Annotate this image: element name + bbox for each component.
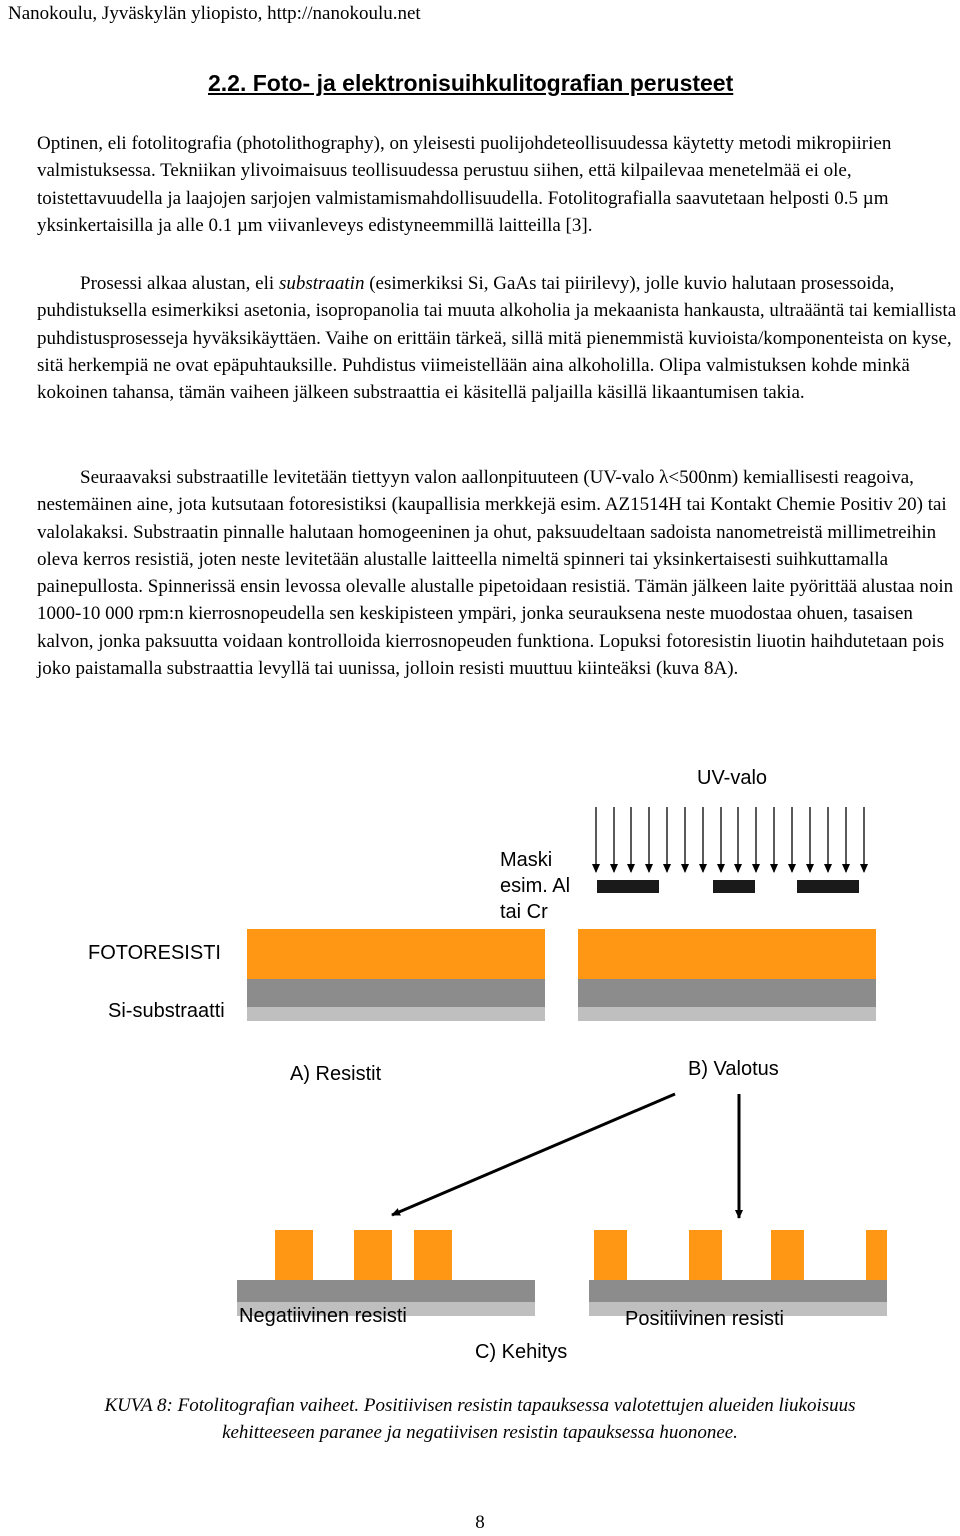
page-number: 8: [475, 1512, 485, 1533]
mask-label-line: esim. Al: [500, 875, 571, 897]
paragraph-resist: [37, 464, 959, 682]
paragraph-1: Optinen, eli fotolitografia (photolithography), on yleisesti puolijohdeteollisuudessa käytetty metodi mikropiirien valmistuksessa. Tekniikan ylivoimaisuus teollisuudessa perustuu siihen, että kilpailevaa menetelmää ei ole, toistettavuudella ja laajojen sarjojen valmistamismahdollisuudella. Fotolitografialla saavutetaan helposti 0.5 µm yksinkertaisilla ja alle 0.1 µm viivanleveys edistyneemmillä laitteilla [3].: [37, 133, 892, 236]
arrow-to-negative: [392, 1094, 675, 1215]
mask-piece: [597, 880, 659, 893]
page-header: Nanokoulu, Jyväskylän yliopisto, http://nanokoulu.net: [8, 3, 421, 24]
substrate-layer: [237, 1280, 535, 1302]
uv-light-label: UV-valo: [697, 767, 768, 789]
negative-resist-label: Negatiivinen resisti: [239, 1305, 407, 1327]
paragraph-3: Seuraavaksi substraatille levitetään tiettyyn valon aallonpituuteen (UV-valo λ<500nm) kemiallisesti reagoiva, nestemäinen aine, jota kutsutaan fotoresistiksi (kaupallisia merkkejä esim. AZ1514H tai Kontakt Chemie Positiv 20) tai valolakaksi. Substraatin pinnalle halutaan homogeeninen ja ohut, paksuudeltaan sadoista nanometreistä millimetreihin oleva kerros resistiä, joten neste levitetään alustalle laitteella nimeltä spinneri tai yksinkertaisesti suihkuttamalla painepullosta. Spinnerissä ensin levossa olevalle alustalle pipetoidaan resistiä. Tämän jälkeen laite pyörittää alustaa noin 1000-10 000 rpm:n kierrosnopeudella sen keskipisteen ympäri, jonka seurauksena neste muodostaa ohuen, tasaisen kalvon, jonka paksuutta voidaan kontrolloida kierrosnopeuden funktiona. Lopuksi fotoresistin liuotin haihdutetaan pois joko paistamalla substraattia levyllä tai uunissa, jolloin resisti muuttuu kiinteäksi (kuva 8A).: [37, 467, 954, 680]
mask-piece: [713, 880, 755, 893]
paragraph-2-end: (esimerkiksi Si, GaAs tai piirilevy), jolle kuvio halutaan prosessoida, puhdistuksella esimerkiksi asetonia, isopropanolia tai muuta alkoholia ja mekaanista hankausta, ultraääntä tai kemiallista puhdistusprosesseja hyväksikäyttäen. Vaihe on erittäin tärkeä, sillä mitä pienemmistä kuvioista/komponenteista on kyse, sitä herkempiä ne ovat epäpuhtauksille. Puhdistus viimeistellään aina alkoholilla. Olipa valmistuksen kohde minkä kokoinen tahansa, tämän vaiheen jälkeen substraattia ei käsitellä paljailla käsillä likaantumisen takia.: [37, 273, 957, 404]
caption-line-1: KUVA 8: Fotolitografian vaiheet. Positiivisen resistin tapauksessa valotettujen alueiden liukoisuus: [104, 1395, 856, 1416]
substrate-layer: [247, 979, 545, 1007]
figure-caption: [0, 1392, 960, 1446]
uv-rays: [596, 807, 864, 872]
substrate-term: substraatin: [278, 273, 365, 294]
photoresist-layer: [247, 929, 545, 979]
positive-resist-label: Positiivinen resisti: [625, 1308, 784, 1330]
lithography-figure: [0, 755, 960, 1395]
mask-label-line: tai Cr: [500, 901, 548, 923]
positive-resist-block: [771, 1230, 804, 1280]
paragraph-2-start: Prosessi alkaa alustan, eli: [80, 273, 279, 294]
paragraph-intro: [37, 130, 959, 239]
section-title: 2.2. Foto- ja elektronisuihkulitografian perusteet: [208, 70, 734, 96]
caption-line-2: kehitteeseen paranee ja negatiivisen resistin tapauksessa huononee.: [222, 1422, 738, 1443]
substrate-layer: [589, 1280, 887, 1302]
photoresist-layer: [578, 929, 876, 979]
paragraph-2: [37, 270, 959, 406]
substrate-base: [247, 1007, 545, 1021]
substrate-base: [578, 1007, 876, 1021]
negative-resist-block: [275, 1230, 313, 1280]
positive-resist-block: [689, 1230, 722, 1280]
mask-label: [500, 849, 576, 923]
mask-piece: [797, 880, 859, 893]
negative-resist-block: [354, 1230, 392, 1280]
panel-a-label: A) Resistit: [290, 1063, 382, 1085]
positive-resist-block: [594, 1230, 627, 1280]
substrate-label: Si-substraatti: [108, 1000, 225, 1022]
panel-c-label: C) Kehitys: [475, 1341, 568, 1363]
negative-resist-block: [414, 1230, 452, 1280]
paragraph-process: [37, 270, 959, 406]
positive-resist-block: [866, 1230, 887, 1280]
panel-b-label: B) Valotus: [688, 1058, 779, 1080]
substrate-layer: [578, 979, 876, 1007]
mask-label-line: Maski: [500, 849, 553, 871]
photoresist-label: FOTORESISTI: [88, 942, 221, 964]
